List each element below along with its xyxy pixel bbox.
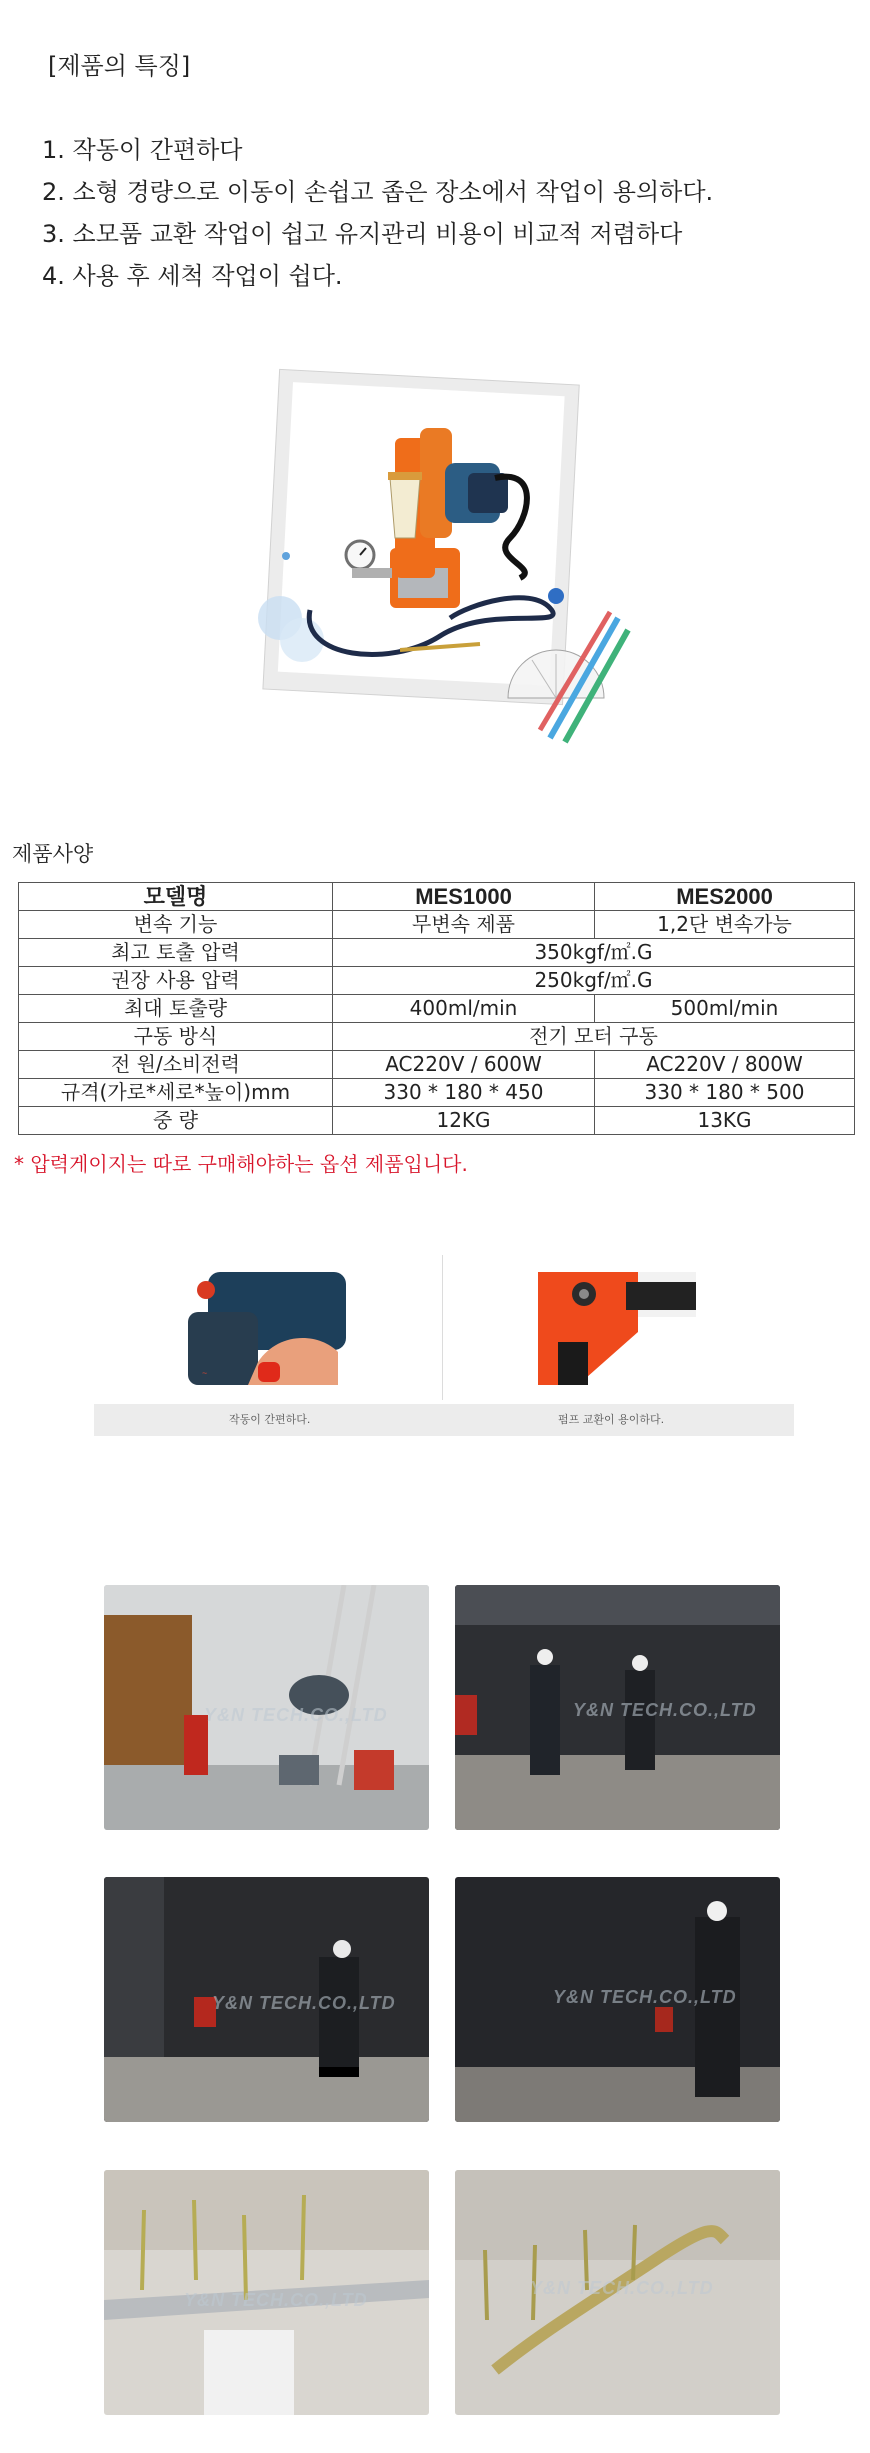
spec-label: 최대 토출량 xyxy=(19,995,333,1023)
closeup-divider xyxy=(442,1255,443,1400)
site-photo-3 xyxy=(104,1877,429,2122)
spec-value: 500ml/min xyxy=(595,995,855,1023)
spec-row-recommended-pressure xyxy=(19,967,855,995)
spec-note: * 압력게이지는 따로 구매해야하는 옵션 제품입니다. xyxy=(14,1152,468,1176)
site-photo-6 xyxy=(455,2170,780,2415)
caption-pump-replacement: 펌프 교환이 용이하다. xyxy=(558,1413,665,1426)
spec-header-model: 모델명 xyxy=(19,883,333,911)
feature-item-3: 3. 소모품 교환 작업이 쉽고 유지관리 비용이 비교적 저렴하다 xyxy=(42,220,683,248)
watermark: Y&N TECH.CO.,LTD xyxy=(204,1705,388,1725)
feature-item-1: 1. 작동이 간편하다 xyxy=(42,136,243,164)
spec-value: 350kgf/㎡.G xyxy=(333,939,855,967)
spec-value: 250kgf/㎡.G xyxy=(333,967,855,995)
site-photo-1 xyxy=(104,1585,429,1830)
site-photo-5 xyxy=(104,2170,429,2415)
spec-row-max-pressure xyxy=(19,939,855,967)
site-photo-4 xyxy=(455,1877,780,2122)
spec-value: 330 * 180 * 450 xyxy=(333,1079,595,1107)
watermark: Y&N TECH.CO.,LTD xyxy=(184,2290,368,2310)
spec-value: 전기 모터 구동 xyxy=(333,1023,855,1051)
spec-row-max-output xyxy=(19,995,855,1023)
watermark: Y&N TECH.CO.,LTD xyxy=(212,1993,396,2013)
spec-row-power xyxy=(19,1051,855,1079)
watermark: Y&N TECH.CO.,LTD xyxy=(553,1987,737,2007)
spec-label: 규격(가로*세로*높이)mm xyxy=(19,1079,333,1107)
spec-header-mes1000: MES1000 xyxy=(333,883,595,911)
watermark: Y&N TECH.CO.,LTD xyxy=(573,1700,757,1720)
closeup-caption-bar xyxy=(94,1404,794,1436)
spec-label: 최고 토출 압력 xyxy=(19,939,333,967)
spec-table xyxy=(18,882,855,1135)
spec-header-mes2000: MES2000 xyxy=(595,883,855,911)
spec-label: 권장 사용 압력 xyxy=(19,967,333,995)
watermark: Y&N TECH.CO.,LTD xyxy=(530,2278,714,2298)
spec-value: 400ml/min xyxy=(333,995,595,1023)
spec-row-dimensions xyxy=(19,1079,855,1107)
spec-label: 중 량 xyxy=(19,1107,333,1135)
spec-row-weight xyxy=(19,1107,855,1135)
spec-label: 구동 방식 xyxy=(19,1023,333,1051)
spec-row-speed xyxy=(19,911,855,939)
spec-value: 330 * 180 * 500 xyxy=(595,1079,855,1107)
spec-title: 제품사양 xyxy=(12,842,94,866)
svg-text:~: ~ xyxy=(202,1368,208,1378)
spec-value: AC220V / 600W xyxy=(333,1051,595,1079)
site-photo-2 xyxy=(455,1585,780,1830)
spec-value: 무변속 제품 xyxy=(333,911,595,939)
features-title: [제품의 특징] xyxy=(48,52,191,80)
feature-item-2: 2. 소형 경량으로 이동이 손쉽고 좁은 장소에서 작업이 용의하다. xyxy=(42,178,714,206)
caption-easy-operation: 작동이 간편하다. xyxy=(229,1413,311,1426)
spec-label: 전 원/소비전력 xyxy=(19,1051,333,1079)
spec-value: 12KG xyxy=(333,1107,595,1135)
spec-header-row xyxy=(19,883,855,911)
closeup-photo-switch xyxy=(188,1272,346,1385)
spec-label: 변속 기능 xyxy=(19,911,333,939)
spec-value: 1,2단 변속가능 xyxy=(595,911,855,939)
spec-row-drive xyxy=(19,1023,855,1051)
spec-value: 13KG xyxy=(595,1107,855,1135)
product-photo xyxy=(240,368,635,760)
feature-item-4: 4. 사용 후 세척 작업이 쉽다. xyxy=(42,262,343,290)
closeup-photo-pump xyxy=(538,1272,696,1385)
spec-value: AC220V / 800W xyxy=(595,1051,855,1079)
